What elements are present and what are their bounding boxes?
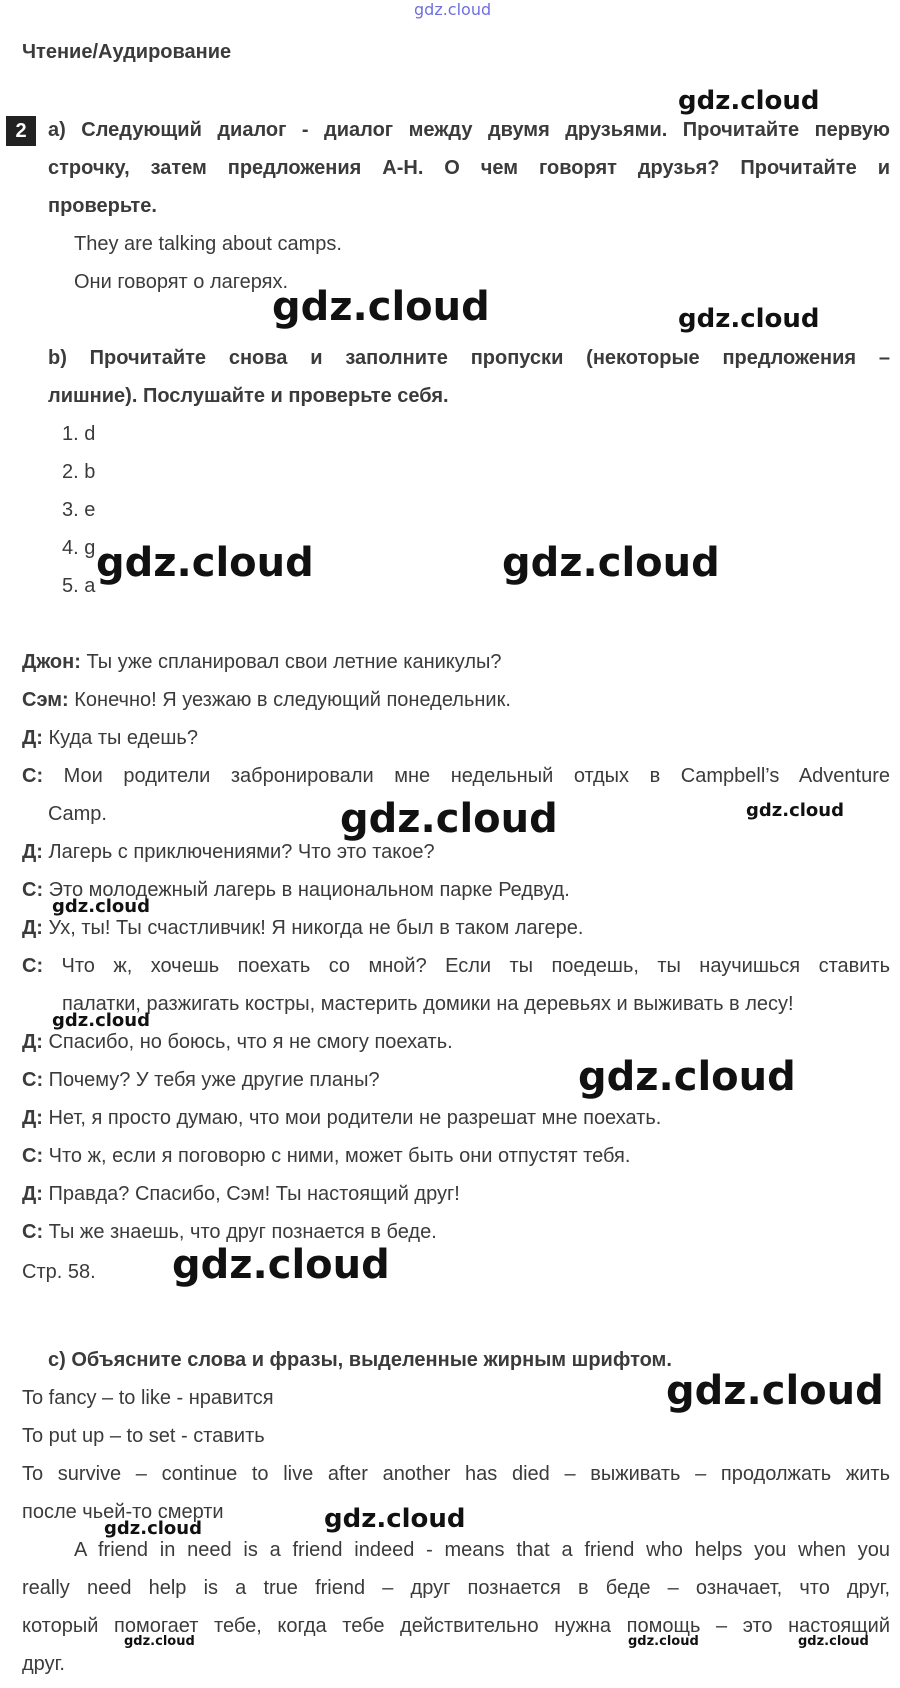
dialogue-line-9: [22, 1030, 453, 1054]
dialogue-line-5: [22, 840, 435, 864]
speaker: Д:: [22, 727, 43, 749]
utterance: Это молодежный лагерь в национальном парке Редвуд.: [43, 879, 570, 901]
section-title: Чтение/Аудирование: [22, 41, 232, 63]
speaker: Д:: [22, 1183, 43, 1205]
dialogue-line-1: [22, 650, 502, 674]
speaker: С:: [22, 955, 44, 977]
task-b-line-2: лишние). Послушайте и проверьте себя.: [48, 385, 449, 407]
dialogue-line-3: [22, 726, 198, 750]
watermark: gdz.cloud: [96, 540, 314, 586]
top-watermark: gdz.cloud: [414, 0, 492, 19]
task-b-line-1: b) Прочитайте снова и заполните пропуски (некоторые предложения –: [48, 347, 890, 369]
task-c-line-4: после чьей-то смерти: [22, 1501, 224, 1523]
speaker: С:: [22, 1069, 44, 1091]
utterance: Ты же знаешь, что друг познается в беде.: [43, 1221, 437, 1243]
dialogue-line-12: [22, 1144, 630, 1168]
task-c-line-5: A friend in need is a friend indeed - means that a friend who helps you when you: [74, 1539, 890, 1561]
watermark: gdz.cloud: [798, 1634, 869, 1649]
dialogue-line-7: [22, 916, 583, 940]
watermark: gdz.cloud: [746, 800, 844, 821]
utterance: Ты уже спланировал свои летние каникулы?: [80, 651, 502, 673]
task-c-line-1: To fancy – to like - нравится: [22, 1387, 274, 1409]
dialogue-line-10: [22, 1068, 380, 1092]
watermark: gdz.cloud: [104, 1518, 202, 1539]
task-a-answer-en: They are talking about camps.: [74, 233, 342, 255]
watermark: gdz.cloud: [678, 304, 820, 334]
watermark: gdz.cloud: [628, 1634, 699, 1649]
watermark: gdz.cloud: [666, 1368, 884, 1414]
speaker: С:: [22, 879, 44, 901]
task-c-line-2: To put up – to set - ставить: [22, 1425, 265, 1447]
task-b-answer-3: 3. e: [62, 499, 96, 521]
exercise-number-badge: 2: [6, 116, 36, 146]
utterance: Мои родители забронировали мне недельный отдых в Campbell’s Adventure: [43, 765, 890, 787]
task-a-line-3: проверьте.: [48, 195, 157, 217]
watermark: gdz.cloud: [272, 284, 490, 330]
dialogue-line-8: [22, 954, 890, 978]
utterance: Нет, я просто думаю, что мои родители не разрешат мне поехать.: [42, 1107, 662, 1129]
utterance: Что ж, если я поговорю с ними, может быть они отпустят тебя.: [43, 1145, 631, 1167]
watermark: gdz.cloud: [52, 896, 150, 917]
dialogue-line-8-cont: палатки, разжигать костры, мастерить домики на деревьях и выживать в лесу!: [62, 993, 794, 1015]
dialogue-line-2: [22, 688, 511, 712]
utterance: Что ж, хочешь поехать со мной? Если ты поедешь, ты научишься ставить: [43, 955, 890, 977]
dialogue-line-11: [22, 1106, 661, 1130]
speaker: Сэм:: [22, 689, 69, 711]
speaker: С:: [22, 1221, 44, 1243]
speaker: Д:: [22, 1031, 43, 1053]
task-b-answer-4: 4. g: [62, 537, 96, 559]
task-c-line-8: друг.: [22, 1653, 65, 1675]
page-reference: Стр. 58.: [22, 1261, 96, 1283]
watermark: gdz.cloud: [324, 1504, 466, 1534]
utterance: Лагерь с приключениями? Что это такое?: [42, 841, 435, 863]
dialogue-line-13: [22, 1182, 460, 1206]
task-b-answer-5: 5. a: [62, 575, 96, 597]
watermark: gdz.cloud: [502, 540, 720, 586]
utterance: Почему? У тебя уже другие планы?: [43, 1069, 380, 1091]
watermark: gdz.cloud: [124, 1634, 195, 1649]
task-a-line-1: a) Следующий диалог - диалог между двумя друзьями. Прочитайте первую: [48, 119, 890, 141]
task-c-line-3: To survive – continue to live after another has died – выживать – продолжать жить: [22, 1463, 890, 1485]
task-b-answer-1: 1. d: [62, 423, 96, 445]
dialogue-line-4-cont: Camp.: [48, 803, 107, 825]
task-c-title: c) Объясните слова и фразы, выделенные жирным шрифтом.: [48, 1349, 672, 1371]
watermark: gdz.cloud: [578, 1054, 796, 1100]
utterance: Куда ты едешь?: [42, 727, 198, 749]
task-c-line-7: который помогает тебе, когда тебе действительно нужна помощь – это настоящий: [22, 1615, 890, 1637]
speaker: С:: [22, 1145, 44, 1167]
dialogue-line-14: [22, 1220, 437, 1244]
speaker: Д:: [22, 917, 43, 939]
watermark: gdz.cloud: [678, 86, 820, 116]
watermark: gdz.cloud: [52, 1010, 150, 1031]
task-c-line-6: really need help is a true friend – друг познается в беде – означает, что друг,: [22, 1577, 890, 1599]
dialogue-line-4: [22, 764, 890, 788]
utterance: Правда? Спасибо, Сэм! Ты настоящий друг!: [42, 1183, 460, 1205]
watermark: gdz.cloud: [172, 1242, 390, 1288]
speaker: Д:: [22, 841, 43, 863]
watermark: gdz.cloud: [340, 796, 558, 842]
task-b-answer-2: 2. b: [62, 461, 96, 483]
speaker: Д:: [22, 1107, 43, 1129]
speaker: С:: [22, 765, 44, 787]
task-a-answer-ru: Они говорят о лагерях.: [74, 271, 289, 293]
utterance: Ух, ты! Ты счастливчик! Я никогда не был в таком лагере.: [42, 917, 584, 939]
utterance: Спасибо, но боюсь, что я не смогу поехать.: [42, 1031, 453, 1053]
speaker: Джон:: [22, 651, 81, 673]
task-a-line-2: строчку, затем предложения A-H. О чем говорят друзья? Прочитайте и: [48, 157, 890, 179]
utterance: Конечно! Я уезжаю в следующий понедельник.: [68, 689, 511, 711]
